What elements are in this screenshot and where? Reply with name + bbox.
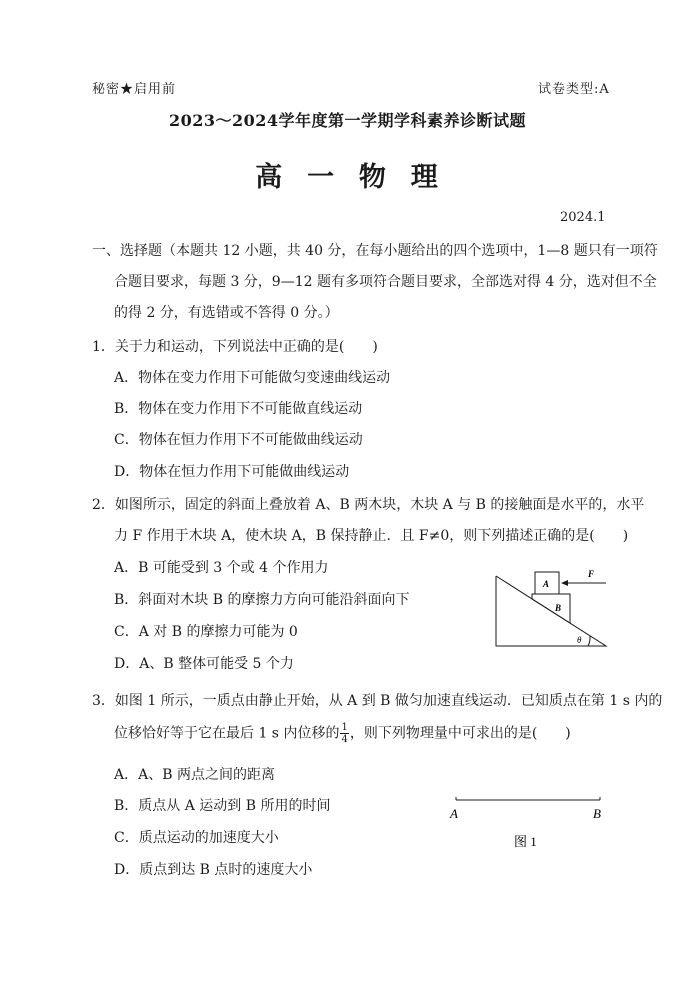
confidential-label: 秘密★启用前 bbox=[92, 82, 177, 97]
question-3-option-c[interactable]: C．质点运动的加速度大小 bbox=[114, 830, 279, 846]
question-3-stem-line1: 3．如图 1 所示，一质点由静止开始，从 A 到 B 做匀加速直线运动．已知质点在第 1 s 内的 bbox=[92, 693, 663, 709]
question-1-stem: 1．关于力和运动，下列说法中正确的是( ) bbox=[92, 339, 378, 355]
force-label: F bbox=[588, 569, 595, 579]
question-2-option-c[interactable]: C．A 对 B 的摩擦力可能为 0 bbox=[114, 624, 298, 640]
question-3-stem-line2-pre: 位移恰好等于它在最后 1 s 内位移的 bbox=[114, 725, 340, 742]
paper-type-label: 试卷类型:A bbox=[538, 82, 610, 97]
section-instructions-line3: 的得 2 分，有选错或不答得 0 分。） bbox=[114, 305, 339, 321]
segment-ab-figure bbox=[446, 792, 612, 854]
question-2-option-a[interactable]: A．B 可能受到 3 个或 4 个作用力 bbox=[114, 560, 329, 576]
question-1-option-c[interactable]: C．物体在恒力作用下不可能做曲线运动 bbox=[114, 432, 363, 448]
question-1-option-b[interactable]: B．物体在变力作用下不可能做直线运动 bbox=[114, 401, 363, 417]
fraction-denominator: 4 bbox=[341, 734, 348, 745]
block-a-label: A bbox=[543, 579, 550, 589]
question-3-option-a[interactable]: A．A、B 两点之间的距离 bbox=[114, 767, 275, 783]
point-b-label: B bbox=[593, 806, 601, 821]
question-3-stem-line2 bbox=[114, 722, 571, 745]
question-1-option-a[interactable]: A．物体在变力作用下可能做匀变速曲线运动 bbox=[114, 370, 391, 386]
question-3-option-b[interactable]: B．质点从 A 运动到 B 所用的时间 bbox=[114, 798, 331, 814]
section-instructions-line2: 合题目要求，每题 3 分，9—12 题有多项符合题目要求，全部选对得 4 分，选对但不全 bbox=[114, 274, 657, 290]
question-2-stem-line2: 力 F 作用于木块 A，使木块 A，B 保持静止．且 F≠0，则下列描述正确的是( ) bbox=[114, 528, 629, 544]
block-b bbox=[532, 594, 570, 623]
question-2-option-b[interactable]: B．斜面对木块 B 的摩擦力方向可能沿斜面向下 bbox=[114, 592, 410, 608]
question-3-option-d[interactable]: D．质点到达 B 点时的速度大小 bbox=[114, 862, 313, 878]
figure-1-caption: 图 1 bbox=[514, 834, 537, 849]
fraction-numerator: 1 bbox=[341, 722, 348, 733]
fraction-one-quarter bbox=[340, 722, 348, 745]
question-1-option-d[interactable]: D．物体在恒力作用下可能做曲线运动 bbox=[114, 464, 350, 480]
question-2-option-d[interactable]: D．A、B 整体可能受 5 个力 bbox=[114, 656, 294, 672]
block-b-label: B bbox=[555, 603, 562, 613]
exam-subtitle: 2023～2024学年度第一学期学科素养诊断试题 bbox=[168, 111, 527, 130]
force-arrowhead bbox=[561, 580, 568, 586]
incline-blocks-figure bbox=[488, 562, 613, 652]
point-a-label: A bbox=[450, 806, 458, 821]
exam-date: 2024.1 bbox=[560, 210, 606, 225]
angle-label: θ bbox=[577, 635, 582, 645]
question-3-stem-line2-post: ，则下列物理量中可求出的是( ) bbox=[349, 725, 571, 742]
angle-arc bbox=[588, 636, 590, 646]
section-instructions-line1: 一、选择题（本题共 12 小题，共 40 分，在每小题给出的四个选项中，1—8 题只有一项符 bbox=[92, 243, 658, 259]
question-2-stem-line1: 2．如图所示，固定的斜面上叠放着 A、B 两木块，木块 A 与 B 的接触面是水平的，水平 bbox=[92, 497, 645, 513]
page-title: 高 一 物 理 bbox=[255, 162, 440, 193]
